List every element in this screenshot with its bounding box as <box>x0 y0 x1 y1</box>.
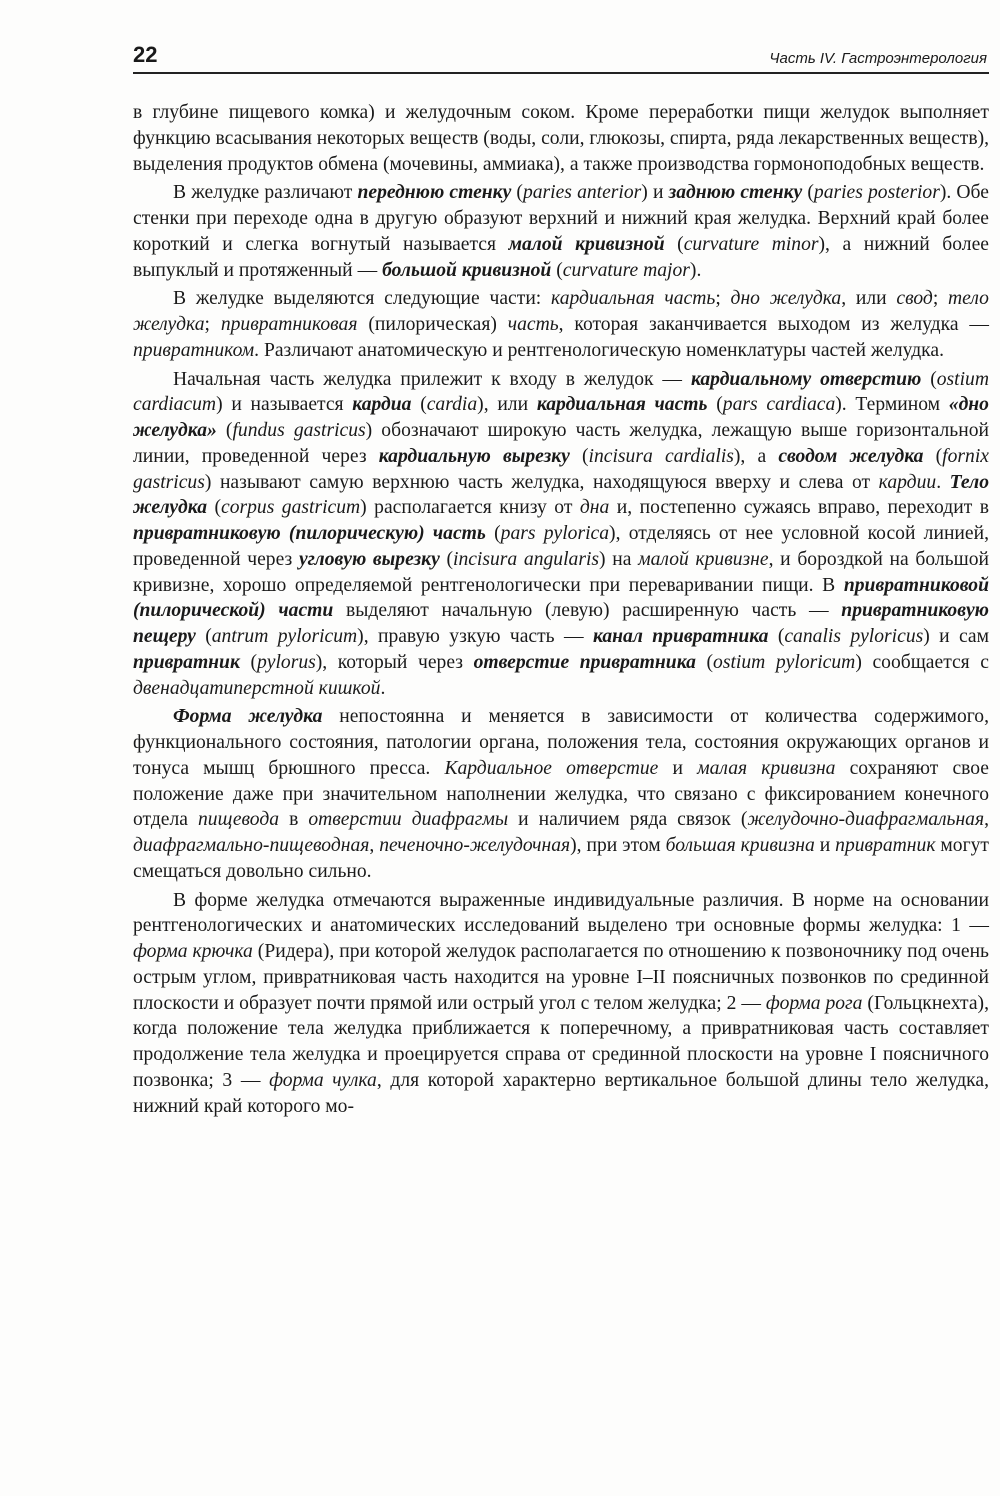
term-bold-italic: сводом желудка <box>778 445 924 467</box>
text-run: ( <box>768 626 785 647</box>
term-italic: свод <box>896 288 933 310</box>
paragraph <box>133 704 989 884</box>
term-italic: желудочно-диафрагмальная <box>747 809 985 831</box>
text-run: , или <box>841 288 897 310</box>
text-run: Начальная часть желудка прилежит к входу в желудок — <box>173 368 691 390</box>
term-italic: малая кривизна <box>697 757 836 779</box>
term-bold-italic: угловую вырезку <box>298 548 440 570</box>
text-run: ( <box>664 233 684 255</box>
term-bold-italic: малой кривизной <box>508 233 665 255</box>
text-run: ) называют самую верхнюю часть желудка, находящуюся вверху и слева от <box>204 471 879 493</box>
text-run: В форме желудка отмечаются выраженные индивидуальные различия. В норме на основании рентгенологических и анатомических исследований выделено три основные формы желудка: 1 — <box>133 889 989 937</box>
text-run: ) располагается книзу от <box>360 497 580 519</box>
term-bold-italic: отверстие привратника <box>473 651 696 673</box>
text-run: ) обозначают широкую часть желудка, лежащую выше горизонтальной линии, проведенной через <box>133 420 989 467</box>
term-bold-italic: привратник <box>133 651 240 673</box>
term-italic: ostium pyloricum <box>713 651 856 673</box>
text-run: и <box>658 757 698 779</box>
text-run: выделяют начальную (левую) расширенную часть — <box>333 600 842 622</box>
text-run: ), при этом <box>570 835 666 856</box>
text-run: (Ридера), при которой желудок располагается по отношению к позвоночнику под очень острым углом, привратниковая часть находится на уровне I–II поясничных позвонков по срединной плоскости и образует почти прямой или острый угол с телом желудка; 2 — <box>133 941 989 1014</box>
term-bold-italic: Тело желудка <box>133 471 989 519</box>
text-run: и наличием ряда связок ( <box>508 809 748 831</box>
text-run: ( <box>216 420 233 441</box>
text-run: . <box>936 471 950 493</box>
paragraph <box>133 180 989 283</box>
text-run: ( <box>551 259 563 281</box>
text-run: сохраняют свое положение даже при значительном наполнении желудка, что связано с фиксированием конечного отдела <box>133 757 989 831</box>
text-run: В желудке различают <box>173 182 358 204</box>
text-run: ; <box>715 288 731 310</box>
term-bold-italic: кардиа <box>352 394 412 416</box>
text-run: ) и называется <box>216 394 353 416</box>
term-italic: форма чулка <box>269 1069 377 1091</box>
text-run: ( <box>695 651 714 673</box>
term-italic: canalis pyloricus <box>784 626 924 647</box>
paragraph <box>133 888 989 1120</box>
term-bold-italic: привратниковой (пилорической) части <box>133 574 989 622</box>
term-italic: отверстии диафрагмы <box>308 809 509 831</box>
term-bold-italic: канал привратника <box>592 626 769 647</box>
term-bold-italic: привратниковую (пилорическую) часть <box>133 523 486 544</box>
page-header <box>133 40 989 74</box>
term-italic: curvature major <box>562 259 690 281</box>
term-italic: дно желудка <box>730 288 842 310</box>
term-italic: пищевода <box>197 809 280 831</box>
term-italic: привратниковая <box>220 314 358 335</box>
term-italic: paries anterior <box>522 182 642 204</box>
term-italic: ostium cardiacum <box>133 368 989 416</box>
text-run: непостоянна и меняется в зависимости от количества содержимого, функционального состояния, патологии органа, положения тела, состояния окружающих органов и тонуса мышц брюшного пресса. <box>133 706 989 779</box>
text-run: ). Термином <box>835 394 949 416</box>
text-run: (Гольцкнехта), когда положение тела желудка приближается к поперечному, а привратниковая часть составляет продолжение тела желудка и проецируется справа от срединной плоскости на уровне I поясничного позвонка; 3 — <box>133 992 989 1091</box>
text-run: могут смещаться довольно сильно. <box>133 835 989 882</box>
text-run: . Различают анатомическую и рентгенологическую номенклатуры частей желудка. <box>254 339 944 361</box>
term-bold-italic: кардиальная часть <box>536 394 708 416</box>
term-italic: curvature minor <box>683 233 819 255</box>
term-italic: corpus gastricum <box>221 497 361 519</box>
term-italic: большая кривизна <box>665 835 815 856</box>
page-number: 22 <box>133 42 158 67</box>
term-bold-italic: большой кривизной <box>382 259 552 281</box>
text-run: , <box>369 835 380 856</box>
term-italic: привратником <box>133 339 255 361</box>
text-run: ( <box>802 182 814 204</box>
text-run: ; <box>204 314 221 335</box>
term-italic: диафрагмально-пищеводная <box>133 835 370 856</box>
text-run: ) и <box>641 182 669 204</box>
term-italic: печеночно-желудочная <box>379 835 571 856</box>
text-run: ), а нижний более выпуклый и протяженный — <box>133 233 989 281</box>
text-run: ( <box>207 497 221 519</box>
text-run: ). Обе стенки при переходе одна в другую образуют верхний и нижний края желудка. Верхний край более короткий и слегка вогнутый называется <box>133 182 989 255</box>
term-italic: дна <box>579 497 610 519</box>
term-italic: fundus gastricus <box>232 420 366 441</box>
term-italic: тело желудка <box>133 288 989 335</box>
text-run: ( <box>239 651 257 673</box>
text-run: ( <box>439 548 453 570</box>
text-run: ), или <box>477 394 537 416</box>
paragraph <box>133 100 989 177</box>
term-bold-italic: заднюю стенку <box>668 182 803 204</box>
term-bold-italic: переднюю стенку <box>357 182 512 204</box>
paragraph <box>133 367 989 702</box>
term-italic: кардии <box>878 471 937 493</box>
body-text <box>133 100 989 1122</box>
text-run: и <box>814 835 836 856</box>
text-run: ( <box>411 394 427 416</box>
term-italic: двенадцатиперстной кишкой <box>133 677 381 699</box>
text-run: в глубине пищевого комка) и желудочным соком. Кроме переработки пищи желудок выполняет функцию всасывания некоторых веществ (воды, соли, глюкозы, спирта, ряда лекарственных веществ), выделения продуктов обмена (мочевины, аммиака), а также производства гормоноподобных веществ. <box>133 102 989 175</box>
term-italic: paries posterior <box>813 182 940 204</box>
text-run: , <box>984 809 989 831</box>
text-run: ( <box>569 445 589 467</box>
term-italic: форма крючка <box>133 941 253 962</box>
text-run: (пилорическая) <box>357 314 508 335</box>
text-run: , которая заканчивается выходом из желудка — <box>558 314 990 335</box>
term-italic: pars cardiaca <box>722 394 836 416</box>
term-bold-italic: привратниковую пещеру <box>133 600 989 647</box>
term-italic: Кардиальное отверстие <box>444 757 659 779</box>
term-italic: часть <box>507 314 559 335</box>
text-run: ), отделяясь от нее условной косой линией, проведенной через <box>133 523 990 570</box>
text-run: ) на <box>599 548 639 570</box>
term-italic: antrum pyloricum <box>211 626 358 647</box>
term-italic: cardia <box>426 394 478 416</box>
term-italic: fornix gastricus <box>133 445 989 493</box>
text-run: , для которой характерно вертикальное большой длины тело желудка, нижний край которого мо- <box>133 1069 990 1117</box>
text-run: и, постепенно сужаясь вправо, переходит в <box>609 497 989 519</box>
text-run: ( <box>485 523 501 544</box>
text-run: ( <box>923 445 943 467</box>
text-run: ( <box>707 394 723 416</box>
text-run: ), а <box>733 445 779 467</box>
text-run: ) и сам <box>923 626 990 647</box>
term-italic: incisura angularis <box>453 548 600 570</box>
term-italic: малой кривизне <box>638 548 769 570</box>
running-head: Часть IV. Гастроэнтерология <box>769 50 987 67</box>
text-run: ( <box>511 182 523 204</box>
text-run: В желудке выделяются следующие части: <box>173 288 552 310</box>
text-run: ( <box>921 368 937 390</box>
text-run: . <box>380 677 386 699</box>
text-run: ; <box>932 288 949 310</box>
term-italic: кардиальная часть <box>551 288 716 310</box>
text-run: в <box>279 809 309 831</box>
text-run: ( <box>195 626 212 647</box>
term-italic: привратник <box>835 835 936 856</box>
term-bold-italic: Форма желудка <box>173 706 323 728</box>
term-bold-italic: кардиальную вырезку <box>378 445 570 467</box>
term-italic: pylorus <box>257 651 316 673</box>
text-run: ) сообщается с <box>855 651 989 673</box>
text-run: ). <box>689 259 702 281</box>
text-run: , и бороздкой на большой кривизне, хорошо определяемой рентгенологически при переваривании пищи. В <box>133 548 989 596</box>
paragraph <box>133 286 989 363</box>
text-run: ), правую узкую часть — <box>357 626 593 647</box>
term-bold-italic: кардиальному отверстию <box>690 368 922 390</box>
term-italic: форма рога <box>765 992 863 1014</box>
term-italic: pars pylorica <box>500 523 610 544</box>
term-bold-italic: «дно желудка» <box>133 394 989 441</box>
text-run: ), который через <box>315 651 474 673</box>
term-italic: incisura cardialis <box>588 445 734 467</box>
